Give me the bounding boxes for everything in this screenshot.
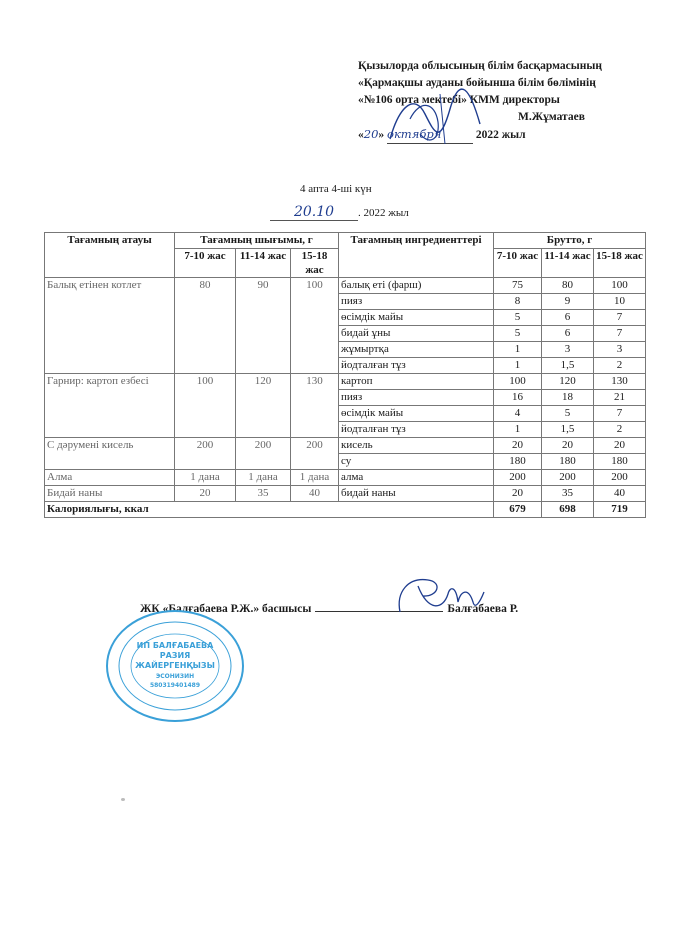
ingredient-brutto: 1,5 (542, 422, 594, 438)
calories-label: Калориялығы, ккал (45, 502, 494, 518)
ingredient-brutto: 5 (494, 310, 542, 326)
stamp-text: ЖАЙЕРГЕНҚЫЗЫ (135, 661, 215, 670)
ingredient-name: бидай наны (339, 486, 494, 502)
stamp-text: РАЗИЯ (159, 651, 191, 660)
stamp-text: 580319401489 (149, 682, 201, 689)
dish-name: Балық етінен котлет (45, 278, 175, 374)
header-gross-age3: 15-18 жас (594, 249, 646, 278)
ingredient-brutto: 21 (594, 390, 646, 406)
dish-name: Гарнир: картоп езбесі (45, 374, 175, 438)
ingredient-name: картоп (339, 374, 494, 390)
footer-org: ЖК «Балғабаева Р.Ж.» басшысы (140, 603, 312, 615)
menu-table (44, 232, 646, 518)
ingredient-brutto: 200 (594, 470, 646, 486)
ingredient-brutto: 20 (494, 486, 542, 502)
dish-yield: 20 (175, 486, 236, 502)
dish-yield: 130 (291, 374, 339, 438)
ingredient-brutto: 5 (494, 326, 542, 342)
ingredient-brutto: 1 (494, 422, 542, 438)
ingredient-brutto: 200 (542, 470, 594, 486)
stamp-text: ЭСОНИЗИН (155, 673, 195, 680)
dish-name: Алма (45, 470, 175, 486)
ingredient-brutto: 120 (542, 374, 594, 390)
header-yield-age2: 11-14 жас (236, 249, 291, 278)
ingredient-name: пияз (339, 390, 494, 406)
ingredient-name: алма (339, 470, 494, 486)
ingredient-brutto: 180 (542, 454, 594, 470)
calories-value: 719 (594, 502, 646, 518)
approval-month: октября (387, 126, 473, 144)
ingredient-brutto: 100 (494, 374, 542, 390)
ingredient-brutto: 16 (494, 390, 542, 406)
ingredient-name: су (339, 454, 494, 470)
ingredient-brutto: 40 (594, 486, 646, 502)
ingredient-brutto: 8 (494, 294, 542, 310)
approval-line-3: «№106 орта мектебі» КММ директоры (358, 94, 560, 106)
dish-yield: 120 (236, 374, 291, 438)
dish-yield: 100 (291, 278, 339, 374)
ingredient-brutto: 130 (594, 374, 646, 390)
header-yield: Тағамның шығымы, г (175, 233, 339, 249)
footer-name: Балғабаева Р. (447, 603, 519, 615)
calories-value: 679 (494, 502, 542, 518)
director-name: М.Жұматаев (518, 111, 585, 123)
director-signature-icon (380, 84, 490, 154)
week-day-label: 4 апта 4-ші күн (300, 183, 372, 195)
ingredient-brutto: 180 (494, 454, 542, 470)
approval-line-2: «Қармақшы ауданы бойынша білім бөлімінің (358, 77, 596, 89)
dish-name: Бидай наны (45, 486, 175, 502)
ingredient-brutto: 5 (542, 406, 594, 422)
dish-yield: 35 (236, 486, 291, 502)
ingredient-name: өсімдік майы (339, 406, 494, 422)
supplier-signature-icon (388, 572, 488, 620)
ingredient-brutto: 4 (494, 406, 542, 422)
table-row (45, 438, 646, 454)
ingredient-name: бидай ұны (339, 326, 494, 342)
ingredient-brutto: 18 (542, 390, 594, 406)
menu-table-header (45, 233, 646, 278)
header-gross-age1: 7-10 жас (494, 249, 542, 278)
menu-date: 20.10 . 2022 жыл (270, 204, 409, 221)
ingredient-brutto: 2 (594, 422, 646, 438)
dish-yield: 90 (236, 278, 291, 374)
ingredient-brutto: 6 (542, 326, 594, 342)
dish-yield: 200 (175, 438, 236, 470)
approval-line-1: Қызылорда облысының білім басқармасының (358, 60, 602, 72)
ingredient-brutto: 20 (494, 438, 542, 454)
ingredient-brutto: 10 (594, 294, 646, 310)
stamp-text: ИП БАЛҒАБАЕВА (136, 641, 214, 650)
approval-day: 20 (363, 127, 379, 141)
header-gross: Брутто, г (494, 233, 646, 249)
calories-value: 698 (542, 502, 594, 518)
ingredient-brutto: 3 (542, 342, 594, 358)
ingredient-brutto: 7 (594, 406, 646, 422)
ingredient-brutto: 20 (594, 438, 646, 454)
table-row (45, 374, 646, 390)
ingredient-brutto: 9 (542, 294, 594, 310)
ingredient-brutto: 100 (594, 278, 646, 294)
ingredient-brutto: 1 (494, 358, 542, 374)
header-dish: Тағамның атауы (45, 233, 175, 278)
ingredient-name: балық еті (фарш) (339, 278, 494, 294)
header-yield-age1: 7-10 жас (175, 249, 236, 278)
table-row (45, 486, 646, 502)
ingredient-brutto: 6 (542, 310, 594, 326)
menu-table-body (45, 278, 646, 518)
ingredient-name: жұмыртқа (339, 342, 494, 358)
ingredient-name: кисель (339, 438, 494, 454)
ingredient-brutto: 7 (594, 326, 646, 342)
ingredient-brutto: 80 (542, 278, 594, 294)
dish-yield: 100 (175, 374, 236, 438)
header-yield-age3: 15-18 жас (291, 249, 339, 278)
ingredient-brutto: 35 (542, 486, 594, 502)
ingredient-brutto: 200 (494, 470, 542, 486)
dish-yield: 40 (291, 486, 339, 502)
ingredient-brutto: 7 (594, 310, 646, 326)
ingredient-name: пияз (339, 294, 494, 310)
scan-speck (121, 798, 125, 801)
approval-date: «20» октября 2022 жыл (358, 126, 658, 144)
header-ingredients: Тағамның ингредиенттері (339, 233, 494, 278)
table-row (45, 278, 646, 294)
ingredient-brutto: 3 (594, 342, 646, 358)
ingredient-name: өсімдік майы (339, 310, 494, 326)
dish-yield: 80 (175, 278, 236, 374)
ingredient-brutto: 180 (594, 454, 646, 470)
dish-yield: 1 дана (291, 470, 339, 486)
ingredient-brutto: 1 (494, 342, 542, 358)
menu-date-handwritten: 20.10 (270, 204, 358, 221)
organization-stamp-icon (100, 606, 250, 726)
header-gross-age2: 11-14 жас (542, 249, 594, 278)
dish-yield: 200 (291, 438, 339, 470)
table-row (45, 470, 646, 486)
dish-name: С дәрумені кисель (45, 438, 175, 470)
ingredient-name: йодталған тұз (339, 422, 494, 438)
ingredient-brutto: 1,5 (542, 358, 594, 374)
ingredient-brutto: 2 (594, 358, 646, 374)
ingredient-brutto: 20 (542, 438, 594, 454)
dish-yield: 1 дана (236, 470, 291, 486)
ingredient-brutto: 75 (494, 278, 542, 294)
calories-row (45, 502, 646, 518)
dish-yield: 1 дана (175, 470, 236, 486)
ingredient-name: йодталған тұз (339, 358, 494, 374)
dish-yield: 200 (236, 438, 291, 470)
